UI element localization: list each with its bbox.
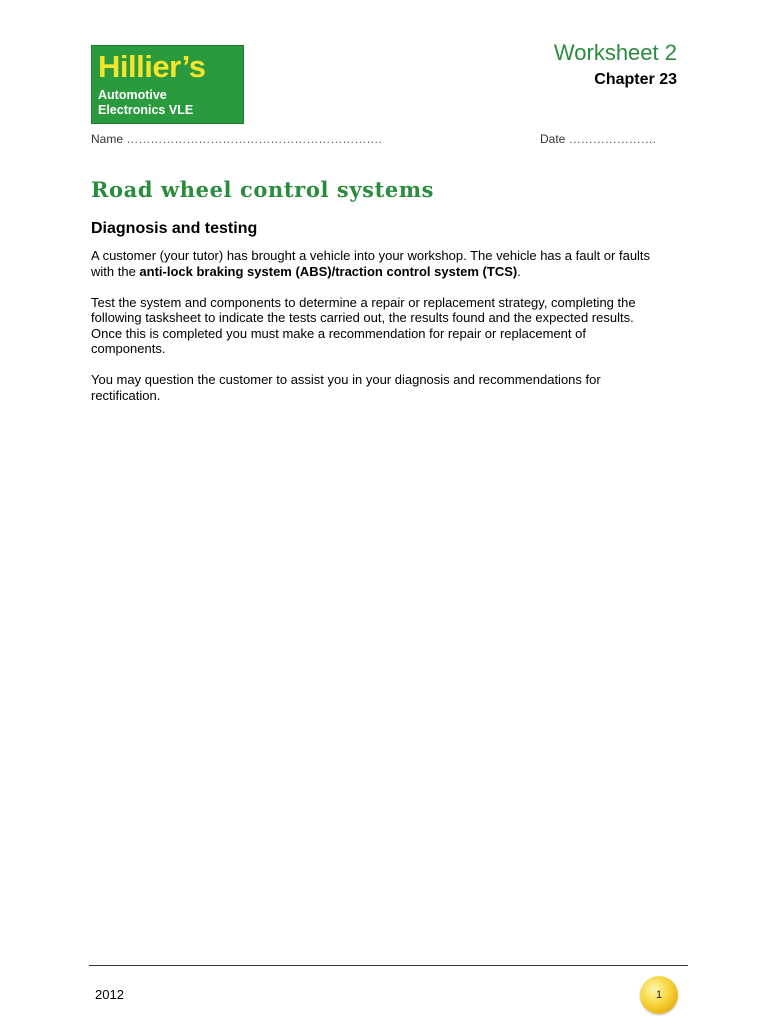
paragraph-instructions: Test the system and components to determine a repair or replacement strategy, completing the following tasksheet to indicate the tests carried out, the results found and the expected results. Once this is completed you must make a recommendation for repair or replacement of components. [91,294,636,356]
page-number-badge [640,976,678,1014]
footer-year: 2012 [95,987,124,1002]
section-title: Diagnosis and testing [91,220,258,237]
date-dots: …………………. [568,132,657,146]
logo-subtitle-line1: Automotive [98,88,167,102]
footer-divider [89,965,688,966]
page-number: 1 [655,989,663,1001]
date-label: Date [540,132,566,146]
name-field[interactable] [91,132,382,146]
paragraph-intro-end: . [517,263,521,279]
worksheet-title: Worksheet 2 [553,40,677,65]
logo-subtitle [98,88,237,118]
body-text [91,248,661,419]
paragraph-intro-text: A customer (your tutor) has brought a vehicle into your workshop. The vehicle has a fault or faults with the [91,248,651,279]
chapter-label: Chapter 23 [594,71,677,88]
date-field[interactable] [540,132,656,146]
logo-title: Hillier’s [98,49,206,84]
logo-subtitle-line2: Electronics VLE [98,103,194,117]
name-dots: ………………………………………………………. [126,132,382,146]
hilliers-logo [91,45,244,124]
paragraph-intro-bold: anti-lock braking system (ABS)/traction control system (TCS) [139,263,518,279]
paragraph-intro [91,248,661,279]
name-label: Name [91,132,124,146]
paragraph-questions: You may question the customer to assist you in your diagnosis and recommendations for rectification. [91,372,601,403]
page-title: Road wheel control systems [91,177,435,202]
